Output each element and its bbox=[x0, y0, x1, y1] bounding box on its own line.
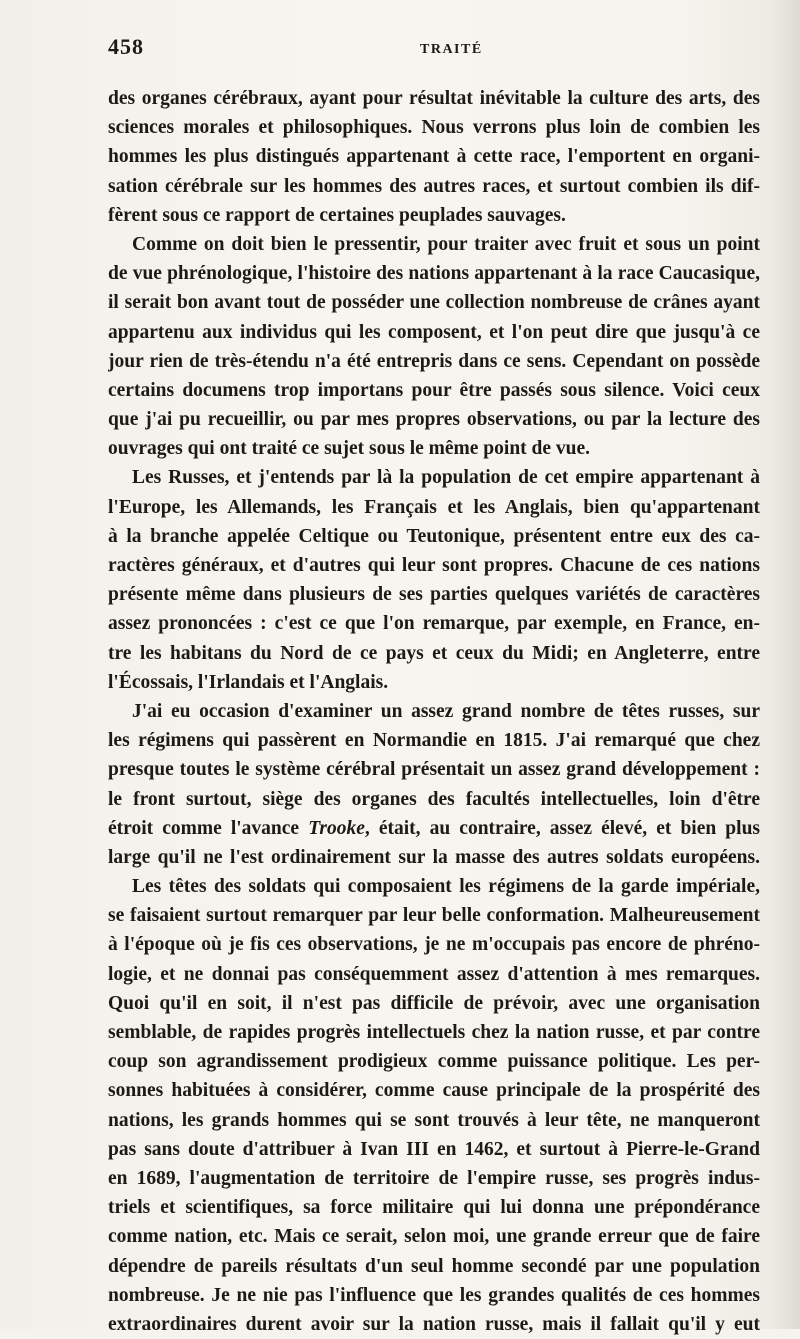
text-segment: étroit comme l'avance bbox=[108, 817, 300, 839]
text-line: ouvrages qui ont traité ce sujet sous le même point de vue. bbox=[108, 438, 591, 460]
text-line: présente même dans plusieurs de ses parties quelques variétés de caractères bbox=[108, 584, 760, 606]
text-line: l'Europe, les Allemands, les Français et les Anglais, bien qu'appartenant bbox=[108, 496, 760, 518]
text-line: de vue phrénologique, l'histoire des nations appartenant à la race Caucasique, bbox=[108, 263, 760, 285]
text-segment: , était, au contraire, assez élevé, et bien plus bbox=[364, 817, 760, 839]
text-line: large qu'il ne l'est ordinairement sur la masse des autres soldats européens. bbox=[108, 846, 760, 868]
text-line: en 1689, l'augmentation de territoire de l'empire russe, ses progrès indus- bbox=[108, 1167, 760, 1189]
body-text bbox=[108, 84, 760, 1339]
text-line: tre les habitans du Nord de ce pays et ceux du Midi; en Angleterre, entre bbox=[108, 642, 760, 664]
italic-name-trooke: Trooke bbox=[308, 817, 365, 839]
page-header bbox=[108, 34, 758, 66]
text-line: dépendre de pareils résultats d'un seul homme secondé par une population bbox=[108, 1255, 760, 1277]
text-line: coup son agrandissement prodigieux comme puissance politique. Les per- bbox=[108, 1051, 760, 1073]
text-line: à la branche appelée Celtique ou Teutonique, présentent entre eux des ca- bbox=[108, 525, 760, 547]
text-line: le front surtout, siège des organes des facultés intellectuelles, loin d'être bbox=[108, 788, 760, 810]
text-line: pas sans doute d'attribuer à Ivan III en 1462, et surtout à Pierre-le-Grand bbox=[108, 1138, 760, 1160]
text-line: Les têtes des soldats qui composaient les régimens de la garde impériale, bbox=[132, 876, 760, 898]
text-line: les régimens qui passèrent en Normandie en 1815. J'ai remarqué que chez bbox=[108, 730, 760, 752]
text-line: nations, les grands hommes qui se sont trouvés à leur tête, ne manqueront bbox=[108, 1109, 760, 1131]
text-line-with-italic bbox=[108, 814, 760, 843]
text-line: l'Écossais, l'Irlandais et l'Anglais. bbox=[108, 671, 389, 693]
text-line: des organes cérébraux, ayant pour résultat inévitable la culture des arts, des bbox=[108, 88, 760, 109]
text-line: Les Russes, et j'entends par là la population de cet empire appartenant à bbox=[132, 467, 760, 489]
text-line: logie, et ne donnai pas conséquemment assez d'attention à mes remarques. bbox=[108, 963, 760, 985]
text-line: sation cérébrale sur les hommes des autres races, et surtout combien ils dif- bbox=[108, 175, 760, 197]
text-line: nombreuse. Je ne nie pas l'influence que les grandes qualités de ces hommes bbox=[108, 1284, 760, 1306]
text-line: sonnes habituées à considérer, comme cause principale de la prospérité des bbox=[108, 1080, 760, 1102]
text-line: il serait bon avant tout de posséder une collection nombreuse de crânes ayant bbox=[108, 292, 760, 314]
text-line: Comme on doit bien le pressentir, pour traiter avec fruit et sous un point bbox=[132, 233, 760, 255]
text-line: hommes les plus distingués appartenant à cette race, l'emportent en organi- bbox=[108, 146, 760, 168]
text-line: triels et scientifiques, sa force militaire qui lui donna une prépondérance bbox=[108, 1197, 760, 1219]
text-line: se faisaient surtout remarquer par leur belle conformation. Malheureusement bbox=[108, 905, 760, 927]
text-line: Quoi qu'il en soit, il n'est pas difficile de prévoir, avec une organisation bbox=[108, 992, 760, 1014]
text-line: appartenu aux individus qui les composent, et l'on peut dire que jusqu'à ce bbox=[108, 321, 760, 343]
page-edge-shadow bbox=[772, 0, 800, 1329]
text-line: comme nation, etc. Mais ce serait, selon moi, une grande erreur que de faire bbox=[108, 1226, 760, 1248]
text-line: assez prononcées : c'est ce que l'on remarque, par exemple, en France, en- bbox=[108, 613, 760, 635]
text-line: sciences morales et philosophiques. Nous verrons plus loin de combien les bbox=[108, 117, 760, 139]
running-title: TRAITÉ bbox=[420, 42, 483, 57]
text-line: presque toutes le système cérébral présentait un assez grand développement : bbox=[108, 759, 760, 781]
text-line: J'ai eu occasion d'examiner un assez grand nombre de têtes russes, sur bbox=[132, 700, 760, 722]
text-line: fèrent sous ce rapport de certaines peuplades sauvages. bbox=[108, 204, 566, 226]
text-line: certains documens trop importans pour être passés sous silence. Voici ceux bbox=[108, 379, 760, 401]
page-number: 458 bbox=[108, 34, 144, 59]
text-line: ractères généraux, et d'autres qui leur sont propres. Chacune de ces nations bbox=[108, 555, 760, 576]
text-line: jour rien de très-étendu n'a été entrepris dans ce sens. Cependant on possède bbox=[108, 350, 760, 372]
text-line: semblable, de rapides progrès intellectuels chez la nation russe, et par contre bbox=[108, 1022, 760, 1043]
text-line: que j'ai pu recueillir, ou par mes propres observations, ou par la lecture des bbox=[108, 409, 760, 431]
text-line: extraordinaires durent avoir sur la nation russe, mais il fallait qu'il y eut bbox=[108, 1313, 760, 1335]
text-line: à l'époque où je fis ces observations, je ne m'occupais pas encore de phréno- bbox=[108, 934, 760, 956]
